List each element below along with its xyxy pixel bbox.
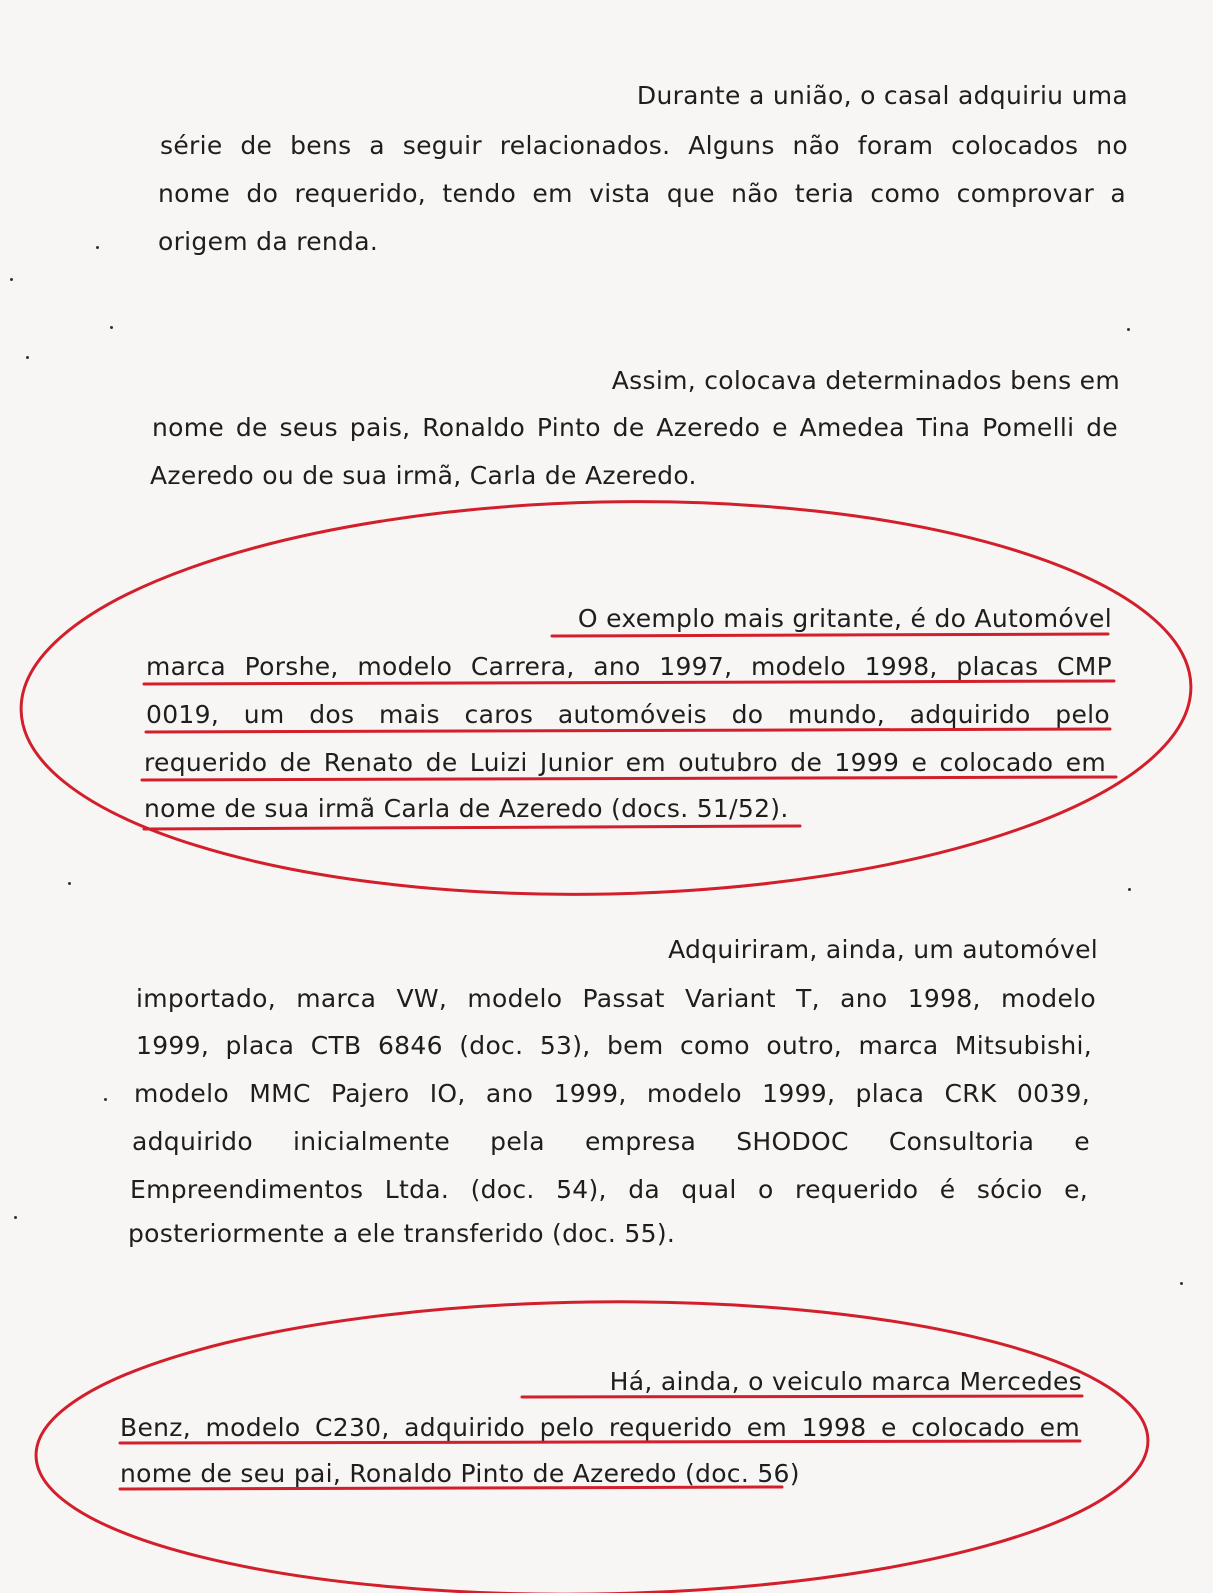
paragraph-line: O exemplo mais gritante, é do Automóvel bbox=[577, 604, 1112, 633]
paragraph-line: marca Porshe, modelo Carrera, ano 1997, modelo 1998, placas CMP bbox=[146, 652, 1112, 681]
scan-speck bbox=[1180, 1282, 1183, 1285]
paragraph-line: importado, marca VW, modelo Passat Variant T, ano 1998, modelo bbox=[136, 984, 1096, 1013]
paragraph-line: adquirido inicialmente pela empresa SHODOC Consultoria e bbox=[132, 1127, 1090, 1156]
scan-speck bbox=[10, 278, 13, 281]
paragraph-line: Empreendimentos Ltda. (doc. 54), da qual o requerido é sócio e, bbox=[130, 1175, 1088, 1204]
paragraph-line: nome de seus pais, Ronaldo Pinto de Azeredo e Amedea Tina Pomelli de bbox=[152, 413, 1118, 442]
paragraph-line: Assim, colocava determinados bens em bbox=[611, 366, 1120, 395]
paragraph-line: Benz, modelo C230, adquirido pelo requerido em 1998 e colocado em bbox=[120, 1413, 1080, 1442]
paragraph-line: nome do requerido, tendo em vista que não teria como comprovar a bbox=[158, 179, 1126, 208]
paragraph-line: 1999, placa CTB 6846 (doc. 53), bem como outro, marca Mitsubishi, bbox=[136, 1031, 1092, 1060]
paragraph-line: Azeredo ou de sua irmã, Carla de Azeredo. bbox=[150, 461, 697, 490]
paragraph-line: nome de sua irmã Carla de Azeredo (docs. 51/52). bbox=[144, 794, 789, 823]
paragraph-line: modelo MMC Pajero IO, ano 1999, modelo 1999, placa CRK 0039, bbox=[134, 1079, 1090, 1108]
scan-speck bbox=[68, 882, 71, 885]
scan-speck bbox=[1127, 328, 1130, 331]
paragraph-line: Adquiriram, ainda, um automóvel bbox=[668, 935, 1098, 964]
paragraph-line: origem da renda. bbox=[158, 227, 379, 256]
paragraph-line: Durante a união, o casal adquiriu uma bbox=[636, 81, 1128, 110]
paragraph-line: série de bens a seguir relacionados. Alguns não foram colocados no bbox=[160, 131, 1128, 160]
scan-speck bbox=[96, 246, 99, 249]
scan-speck bbox=[1128, 888, 1131, 891]
paragraph-line: nome de seu pai, Ronaldo Pinto de Azeredo (doc. 56) bbox=[120, 1459, 800, 1488]
paragraph-line: 0019, um dos mais caros automóveis do mundo, adquirido pelo bbox=[146, 700, 1110, 729]
paragraph-line: requerido de Renato de Luizi Junior em outubro de 1999 e colocado em bbox=[144, 748, 1106, 777]
scan-speck bbox=[110, 326, 113, 329]
paragraph-line: Há, ainda, o veiculo marca Mercedes bbox=[609, 1367, 1082, 1396]
scan-speck bbox=[26, 356, 29, 359]
scan-speck bbox=[14, 1216, 17, 1219]
scan-speck bbox=[104, 1098, 107, 1101]
annotation-ellipse bbox=[17, 490, 1195, 906]
paragraph-line: posteriormente a ele transferido (doc. 55). bbox=[128, 1219, 676, 1248]
annotation-underline bbox=[144, 826, 800, 829]
